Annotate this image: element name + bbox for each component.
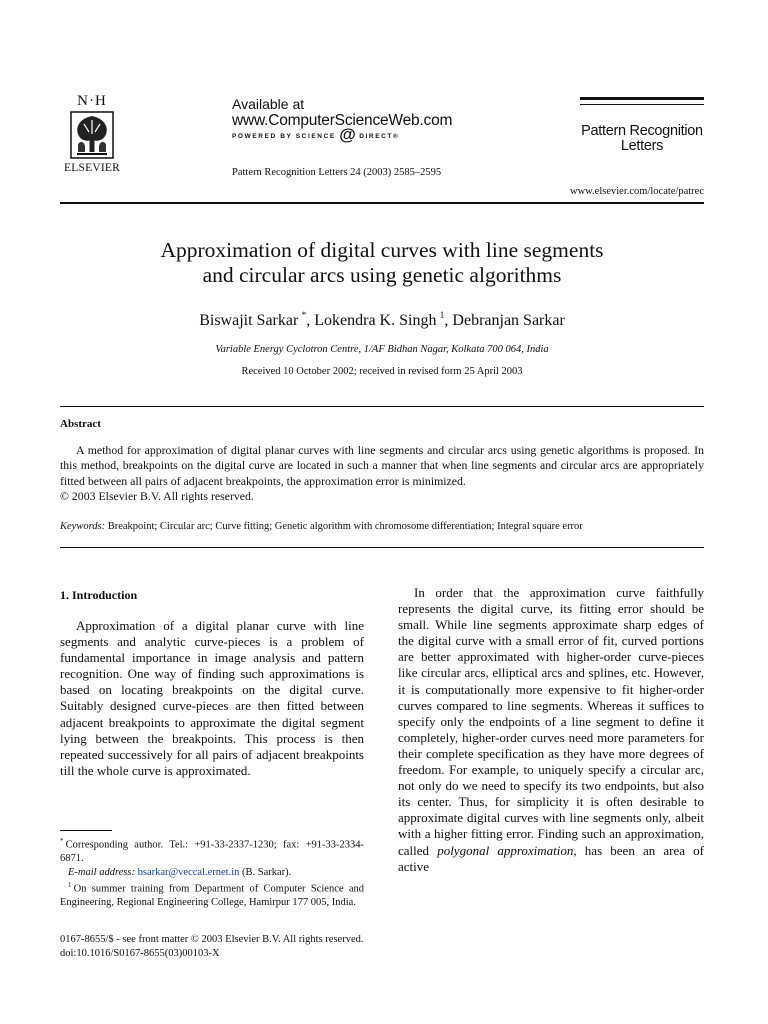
author-2-mark: 1 [439,311,445,321]
author-list [60,311,704,330]
keywords-list: Breakpoint; Circular arc; Curve fitting; Genetic algorithm with chromosome differentiation; Integral square error [107,521,583,532]
journal-title-line2: Letters [620,138,664,154]
available-at-label: Available at [232,96,305,112]
issn-line: 0167-8655/$ - see front matter © 2003 Elsevier B.V. All rights reserved. [60,934,364,945]
publisher-name: ELSEVIER [64,162,120,174]
footnote-1 [60,879,364,910]
doi-line[interactable]: doi:10.1016/S0167-8655(03)00103-X [60,948,220,959]
footnote-email [60,866,364,880]
abstract-text: A method for approximation of digital planar curves with line segments and circular arcs using genetic algorithms is proposed. In this method, breakpoints on the digital curve are located in such a manner that when line segments and circular arcs are appropriately fitted between all pairs of adjacent breakpoints, the approximation error is minimized. [60,443,704,488]
keywords-label: Keywords: [60,521,106,532]
author-1: Biswajit Sarkar [199,312,299,329]
footnote-corresponding-mark: * [60,837,64,845]
powered-suffix: DIRECT® [359,133,400,140]
elsevier-logo [60,94,124,182]
intro-paragraph-2-tail: , has been an area of active [398,842,704,874]
intro-paragraph-1: Approximation of a digital planar curve with line segments and analytic curve-pieces is a problem of fundamental importance in image analysis and pattern recognition. One way of finding such approximations is based on locating breakpoints on the digital curve. Suitably designed curve-pieces are then fitted between adjacent breakpoints to approximate the digital segment lying between the breakpoints. This process is then repeated successively for all pairs of adjacent breakpoints till the whole curve is approximated. [60,618,364,778]
email-label: E-mail address: [68,866,135,878]
abstract-body [60,443,704,504]
email-suffix: (B. Sarkar). [242,866,292,878]
footnote-corresponding-text: Corresponding author. Tel.: +91-33-2337-1230; fax: +91-33-2334-6871. [60,839,364,864]
section-heading: 1. Introduction [60,588,138,602]
abstract-top-rule [60,406,704,407]
keywords [60,521,704,532]
footnotes [60,835,364,910]
publisher-mark: N·H [77,93,107,109]
footnote-rule [60,830,112,831]
email-link[interactable]: bsarkar@veccal.ernet.in [137,866,240,878]
abstract-heading: Abstract [60,418,101,430]
journal-title-line1: Pattern Recognition [581,123,703,139]
footnote-1-mark: 1 [68,881,72,889]
author-3: Debranjan Sarkar [452,312,565,329]
journal-rule-thick [580,97,704,100]
header-divider [60,202,704,204]
elsevier-tree-icon [69,110,115,160]
author-2: Lokendra K. Singh [314,312,437,329]
intro-paragraph-2-text: In order that the approximation curve faithfully represents the digital curve, its fitting error should be small. While line segments approximate sharp edges of the digital curve with a small error of fit, curved portions are better approximated with higher-order curve-pieces like circular arcs, elliptical arcs and splines, etc. However, it is computationally more expensive to fit higher-order curves compared to line segments. Whereas it suffices to specify only the endpoints of a line segment to define it completely, higher-order curves need more parameters for their complete specification as they have more degrees of freedom. For example, to uniquely specify a circular arc, not only do we need to specify its two endpoints, but also its center. Thus, for simplicity it is often desirable to approximate digital curves with line segments only, albeit with a higher fitting error. Finding such an approximation, called [398,585,704,858]
powered-by-line [232,125,482,144]
intro-paragraph-2 [398,585,704,875]
author-separator-1: , [306,312,315,329]
footnote-1-text: On summer training from Department of Computer Science and Engineering, Regional Engineering College, Hamirpur 177 005, India. [60,883,364,908]
journal-rule-thin [580,104,704,105]
front-matter-info [60,933,363,961]
journal-title [580,124,704,154]
polygonal-approximation-term: polygonal approximation [437,842,574,858]
site-name[interactable]: www.ComputerScienceWeb.com [232,112,453,129]
journal-url[interactable]: www.elsevier.com/locate/patrec [569,186,704,197]
availability-banner [232,96,482,143]
author-1-mark: * [301,311,307,321]
article-title [60,238,704,288]
received-dates: Received 10 October 2002; received in revised form 25 April 2003 [241,366,523,377]
science-direct-at-icon: @ [339,125,356,144]
author-separator-2: , [444,312,453,329]
affiliation: Variable Energy Cyclotron Centre, 1/AF Bidhan Nagar, Kolkata 700 064, India [215,344,549,355]
footnote-corresponding [60,835,364,866]
abstract-copyright: © 2003 Elsevier B.V. All rights reserved. [60,488,254,503]
abstract-bottom-rule [60,547,704,548]
journal-reference: Pattern Recognition Letters 24 (2003) 2585–2595 [232,167,442,178]
article-title-line2: and circular arcs using genetic algorithms [202,263,562,287]
powered-prefix: POWERED BY SCIENCE [232,133,336,140]
article-title-line1: Approximation of digital curves with line segments [160,238,604,262]
